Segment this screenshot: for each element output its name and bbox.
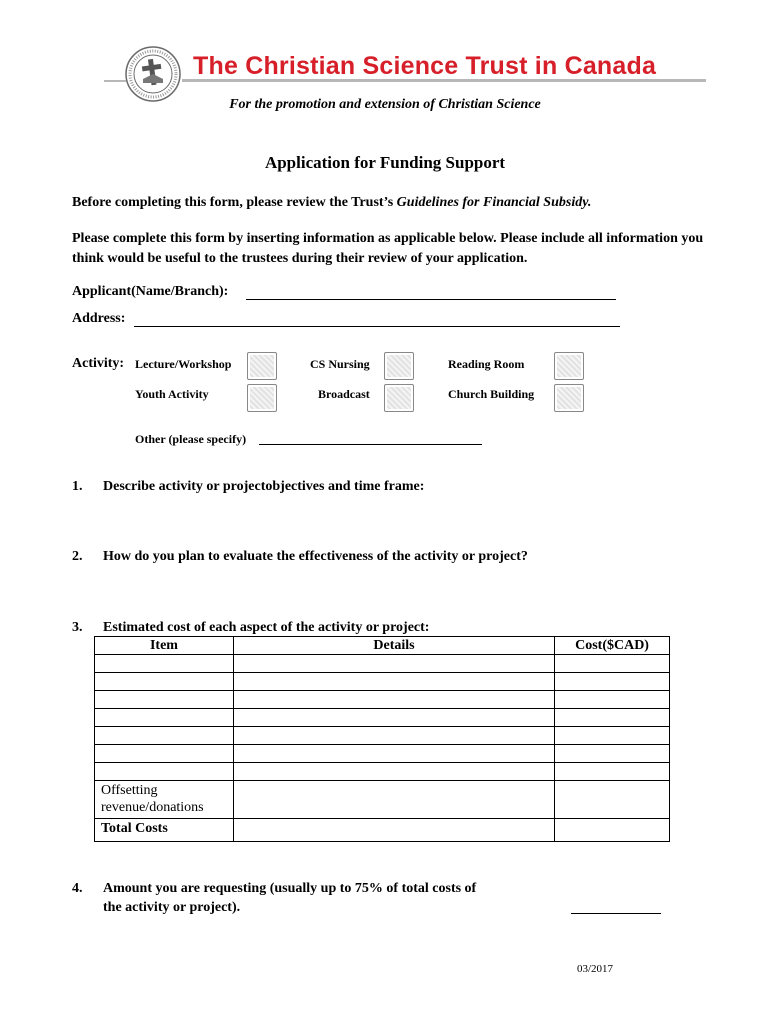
question-1-number: 1. [72, 479, 83, 494]
intro-text [72, 193, 712, 213]
offsetting-revenue-label: Offsetting revenue/donations [95, 781, 234, 819]
activity-cs-nursing-label: CS Nursing [310, 357, 370, 371]
cost-cell[interactable] [555, 691, 670, 709]
details-cell[interactable] [233, 655, 554, 673]
item-cell[interactable] [95, 745, 234, 763]
item-cell[interactable] [95, 763, 234, 781]
table-row [95, 727, 670, 745]
table-row [95, 655, 670, 673]
cost-cell[interactable] [555, 763, 670, 781]
applicant-field[interactable] [246, 298, 616, 300]
cs-nursing-checkbox[interactable] [384, 352, 414, 380]
cost-cell[interactable] [555, 727, 670, 745]
cost-column-header: Cost($CAD) [555, 637, 670, 655]
table-row [95, 691, 670, 709]
activity-church-building-label: Church Building [448, 387, 535, 401]
activity-lecture-workshop-label: Lecture/Workshop [135, 357, 232, 371]
activity-reading-room-label: Reading Room [448, 357, 525, 371]
item-cell[interactable] [95, 709, 234, 727]
question-3-number: 3. [72, 620, 83, 635]
amount-requested-field[interactable] [571, 912, 661, 914]
reading-room-checkbox[interactable] [554, 352, 584, 380]
trust-seal-logo [124, 45, 182, 103]
church-building-checkbox[interactable] [554, 384, 584, 412]
item-cell[interactable] [95, 691, 234, 709]
intro-prefix: Before completing this form, please review the Trust’s [72, 195, 397, 210]
question-3-text: Estimated cost of each aspect of the activity or project: [103, 620, 430, 635]
details-cell[interactable] [233, 709, 554, 727]
question-1-text: Describe activity or projectobjectives and time frame: [103, 479, 425, 494]
offsetting-cost-cell[interactable] [555, 781, 670, 819]
cost-cell[interactable] [555, 709, 670, 727]
table-row [95, 673, 670, 691]
form-title: Application for Funding Support [264, 153, 506, 172]
tagline: For the promotion and extension of Christian Science [229, 97, 541, 112]
details-cell[interactable] [233, 745, 554, 763]
total-details-cell[interactable] [233, 819, 554, 842]
activity-label: Activity: [72, 356, 125, 371]
total-cost-cell[interactable] [555, 819, 670, 842]
broadcast-checkbox[interactable] [384, 384, 414, 412]
details-cell[interactable] [233, 763, 554, 781]
youth-activity-checkbox[interactable] [247, 384, 277, 412]
guidelines-reference: Guidelines for Financial Subsidy. [396, 195, 592, 210]
table-row [95, 763, 670, 781]
activity-youth-label: Youth Activity [135, 387, 209, 401]
question-2-text: How do you plan to evaluate the effectiveness of the activity or project? [103, 549, 528, 564]
cost-cell[interactable] [555, 673, 670, 691]
cost-cell[interactable] [555, 655, 670, 673]
cost-table [94, 636, 670, 842]
table-row [95, 745, 670, 763]
question-4-text-line2: the activity or project). [103, 900, 241, 915]
details-cell[interactable] [233, 673, 554, 691]
table-row [95, 709, 670, 727]
total-costs-row [95, 819, 670, 842]
item-cell[interactable] [95, 655, 234, 673]
total-costs-label: Total Costs [95, 819, 234, 842]
brand-title: The Christian Science Trust in Canada [193, 52, 657, 80]
header-rule-left [104, 80, 126, 82]
instructions-text: Please complete this form by inserting information as applicable below. Please include all information you think would be useful to the trustees during their review of your application. [72, 231, 704, 266]
address-field[interactable] [134, 325, 620, 327]
item-cell[interactable] [95, 727, 234, 745]
offsetting-revenue-row [95, 781, 670, 819]
lecture-workshop-checkbox[interactable] [247, 352, 277, 380]
question-2-number: 2. [72, 549, 83, 564]
details-cell[interactable] [233, 727, 554, 745]
other-activity-label: Other (please specify) [135, 432, 247, 446]
address-label: Address: [72, 311, 126, 326]
table-header-row [95, 637, 670, 655]
question-4-text-line1: Amount you are requesting (usually up to 75% of total costs of [103, 881, 477, 896]
cost-cell[interactable] [555, 745, 670, 763]
activity-broadcast-label: Broadcast [318, 387, 370, 401]
question-4-number: 4. [72, 881, 83, 896]
applicant-label: Applicant(Name/Branch): [72, 284, 229, 299]
offsetting-details-cell[interactable] [233, 781, 554, 819]
form-version: 03/2017 [577, 963, 614, 975]
other-activity-field[interactable] [259, 443, 482, 445]
details-column-header: Details [233, 637, 554, 655]
item-cell[interactable] [95, 673, 234, 691]
item-column-header: Item [95, 637, 234, 655]
details-cell[interactable] [233, 691, 554, 709]
